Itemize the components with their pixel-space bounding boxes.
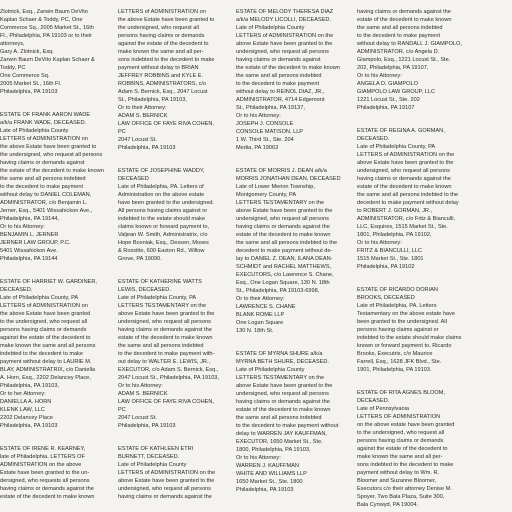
estate-notice — [236, 350, 348, 494]
column-2 — [118, 0, 229, 512]
notice-text: Zlotnick, Esq., Zarwin Baum DeVito Kaplan Schaer & Toddy, PC, One Commerce Sq., 2005 Market St., 16th Fl., Philadelphia, PA 19103 or to their attorneys, Gary A. Zlotnick, Esq. Zarwin Baum DeVito Kaplan Schaer & Toddy, PC One Commerce Sq. 2005 Market St., 16th Fl. Philadelphia, PA 19103 — [0, 9, 95, 95]
notice-text: ESTATE OF MELODY THERESA DIAZ a/k/a MELODY LICOLLI, DECEASED. Late of Philadelphia County LETTERS of ADMINISTRATION on the above Estate have been granted to the undersigned, who request all persons having claims or demands against the estate of the decedent to make known the same and all persons indebted to the decedent to make payment without delay to REINOL DIAZ, JR., ADMINISTRATOR, 4714 Edgemont St., Philadelphia, PA 19137, Or to his Attorney: JOSEPH J. CONSOLE CONSOLE MATISON, LLP 1 W. Third St., Ste. 204 Media, PA 19063 — [236, 9, 340, 151]
estate-notice — [118, 445, 229, 501]
estate-notice — [118, 167, 229, 263]
estate-notice — [0, 278, 111, 430]
notice-text: LETTERS of ADMINISTRATION on the above Estate have been granted to the undersigned, who request all persons having claims or demands against the estate of the decedent to make known the same and all per- sons indebted to the decedent to make payment without delay to BRIAN JEFFREY ROBBINS and KYLE E. ROBBINS, ADMINISTRATORS, c/o Adam S. Bernick, Esq., 2047 Locust St., Philadelphia, PA 19103, Or to their Attorney: ADAM S. BERNICK LAW OFFICE OF FAYE RIVA COHEN, PC 2047 Locust St. Philadelphia, PA 19103 — [118, 9, 215, 151]
notice-text: ESTATE OF IRENE R. KEARNEY, late of Philadelphia. LETTERS OF ADMINISTRATION on the above Estate have been granted to the un- dersigned, who requests all persons having claims or demands against the estate of the decedent to make known — [0, 446, 95, 500]
notice-text: ESTATE OF MYRNA SHURE a/k/a MYRNA BETH SHURE, DECEASED. Late of Philadelphia County LETTERS TESTAMENTARY on the above Estate have been granted to the undersigned, who request all persons having claims or demands against the estate of the decedent to make known the same and all persons indebted to the decedent to make payment without delay to WARREN JAY KAUFFMAN, EXECUTOR, 1650 Market St., Ste. 1800, Philadelphia, PA 19103, Or to his Attorney: WARREN J. KAUFFMAN WHITE AND WILLIAMS LLP 1650 Market St., Ste. 1800 Philadelphia, PA 19103 — [236, 351, 339, 493]
column-3 — [236, 0, 348, 512]
notice-text: ESTATE OF FRANK AARON WADE a/k/a FRANK WADE, DECEASED. Late of Philadelphia County LETTERS of ADMINISTRATION on the above Estate have been granted to the undersigned, who request all persons having claims or demands against the estate of the decedent to make known the same and all persons indebted to the decedent to make payment without delay to DANIEL COLEMAN, ADMINISTRATOR, c/o Benjamin L. Jerner, Esq., 5401 Wissahickon Ave., Philadelphia, PA 19144, Or to his Attorney: BENJAMIN L. JERNER JERNER LAW GROUP, P.C. 5401 Wissahickon Ave. Philadelphia, PA 19144 — [0, 112, 104, 262]
column-4 — [357, 0, 512, 512]
estate-notice — [357, 8, 512, 112]
estate-notice — [0, 445, 111, 501]
notice-text: ESTATE OF REGINA A. GORMAN, DECEASED. Late of Philadelphia County, PA LETTERS of ADMINISTRATION on the above Estate have been granted to the undersigned, who request all persons having claims or demands against the estate of the decedent to make known the same and all persons indebted to the decedent to make payment without delay to ROBERT J. GORMAN, JR., ADMINISTRATOR, c/o Fritz & Bianculli, LLC, Esquires, 1515 Market St., Ste. 1801, Philadelphia, PA 19102, Or to his Attorney: FRITZ & BIANCULLI, LLC 1515 Market St., Ste. 1801 Philadelphia, PA 19102 — [357, 128, 459, 270]
notice-text: having claims or demands against the estate of the decedent to make known the same and all persons indebted to the decedent to make payment without delay to RANDALL J. GIAMPOLO, ADMINISTRATOR, c/o Angela D. Giampolo, Esq., 1221 Locust St., Ste. 202, Philadelphia, PA 19107, Or to his Attorney: ANGELA D. GIAMPOLO GIAMPOLO LAW GROUP, LLC 1221 Locust St., Ste. 202 Philadelphia, PA 19107 — [357, 9, 462, 111]
estate-notice — [236, 8, 348, 152]
estate-notice — [357, 389, 512, 509]
notice-text: ESTATE OF MORRIS J. DEAN a/k/a MORRIS JONATHAN DEAN, DECEASED Late of Lower Merion Township, Montgomery County, PA LETTERS TESTAMENTARY on the above Estate have been granted to the undersigned, who request all persons having claims or demands against the estate of the decedent to make known the same and all persons indebted to the decedent to make payment without de- lay to DANIEL Z. DEAN, ILANA DEAN- SCHMIDT and RACHEL MATTHEWS, EXECUTORS, c/o Lawrence S. Chane, Esq., One Logan Square, 130 N. 18th St., Philadelphia, PA 19103-6998, Or to their Attorney: LAWRENCE S. CHANE BLANK ROME LLP One Logan Square 130 N. 18th St. — [236, 168, 341, 334]
column-1 — [0, 0, 111, 512]
estate-notice — [357, 127, 512, 271]
estate-notice — [236, 167, 348, 335]
notice-text: ESTATE OF RITA AGNES BLOOM, DECEASED. Late of Pennsylvania LETTERS OF ADMINISTRATION on the above estate have been granted to the undersigned, who request all persons having claims or demands against the estate of the decedent to make known the same and all per- sons indebted to the decedent to make payment without delay to Wm. R. Bloomer and Suzanne Bloomer, Executors c/o their attorney Denise M. Spoyer, Two Bala Plaza, Suite 300, Bala Cynwyd, PA 19004. — [357, 390, 455, 508]
estate-notice — [118, 8, 229, 152]
estate-notice — [0, 8, 111, 96]
estate-notice — [0, 111, 111, 263]
notice-text: ESTATE OF HARRIET W. GARDINER, DECEASED. Late of Philadelphia County, PA LETTERS of ADMINISTRATION on the above Estate have been granted to the undersigned, who request all persons having claims or demands against the estate of the decedent to make known the same and all persons indebted to the decedent to make payment without delay to LAURIE M. BLAY, ADMINISTRATRIX, c/o Daniella A. Horn, Esq., 2202 Delancey Place, Philadelphia, PA 19103, Or to her Attorney: DANIELLA A. HORN KLENK LAW, LLC 2202 Delancey Place Philadelphia, PA 19103 — [0, 279, 97, 429]
notice-text: ESTATE OF KATHERINE WATTS LEWIS, DECEASED. Late of Philadelphia County, PA LETTERS TESTAMENTARY on the above Estate have been granted to the undersigned, who request all persons having claims or demands against the estate of the decedent to make known the same and all persons indebted to the decedent to make payment with- out delay to WALTER E. LEWIS, JR., EXECUTOR, c/o Adam S. Bernick, Esq., 2047 Locust St., Philadelphia, PA 19103, Or to his Attorney: ADAM S. BERNICK LAW OFFICE OF FAYE RIVA COHEN, PC 2047 Locust St. Philadelphia, PA 19103 — [118, 279, 219, 429]
notice-text: ESTATE OF RICARDO DORIAN BROOKS, DECEASED Late of Philadelphia, PA. Letters Testamentary on the above estate have been granted to the undersigned. All persons having claims against or indebted to the estate should make claims known or forward payment to, Ricardo Brooks, Executrix, c/o Maurice Farrell, Esq., 1628 JFK Blvd., Ste. 1901, Philadelphia, PA 19103. — [357, 287, 462, 373]
notice-text: ESTATE OF KATHLEEN ETRI BURNETT, DECEASED. Late of Philadelphia County LETTERS of ADMINISTRATION on the above Estate have been granted to the undersigned, who request all persons having claims or demands against the — [118, 446, 216, 500]
estate-notice — [118, 278, 229, 430]
notice-text: ESTATE OF JOSEPHINE WADDY, DECEASED Late of Philadelphia, PA. Letters of Administration on the above estate have been granted to the undersigned. All persons having claims against or indebted to the estate should make claims known or forward payment to, Valjean W. Smith, Administratrix, c/o Hope Bosniak, Esq., Dessen, Moses & Rossitto, 600 Easton Rd., Willow Grove, PA 19090. — [118, 168, 215, 262]
estate-notice — [357, 286, 512, 374]
